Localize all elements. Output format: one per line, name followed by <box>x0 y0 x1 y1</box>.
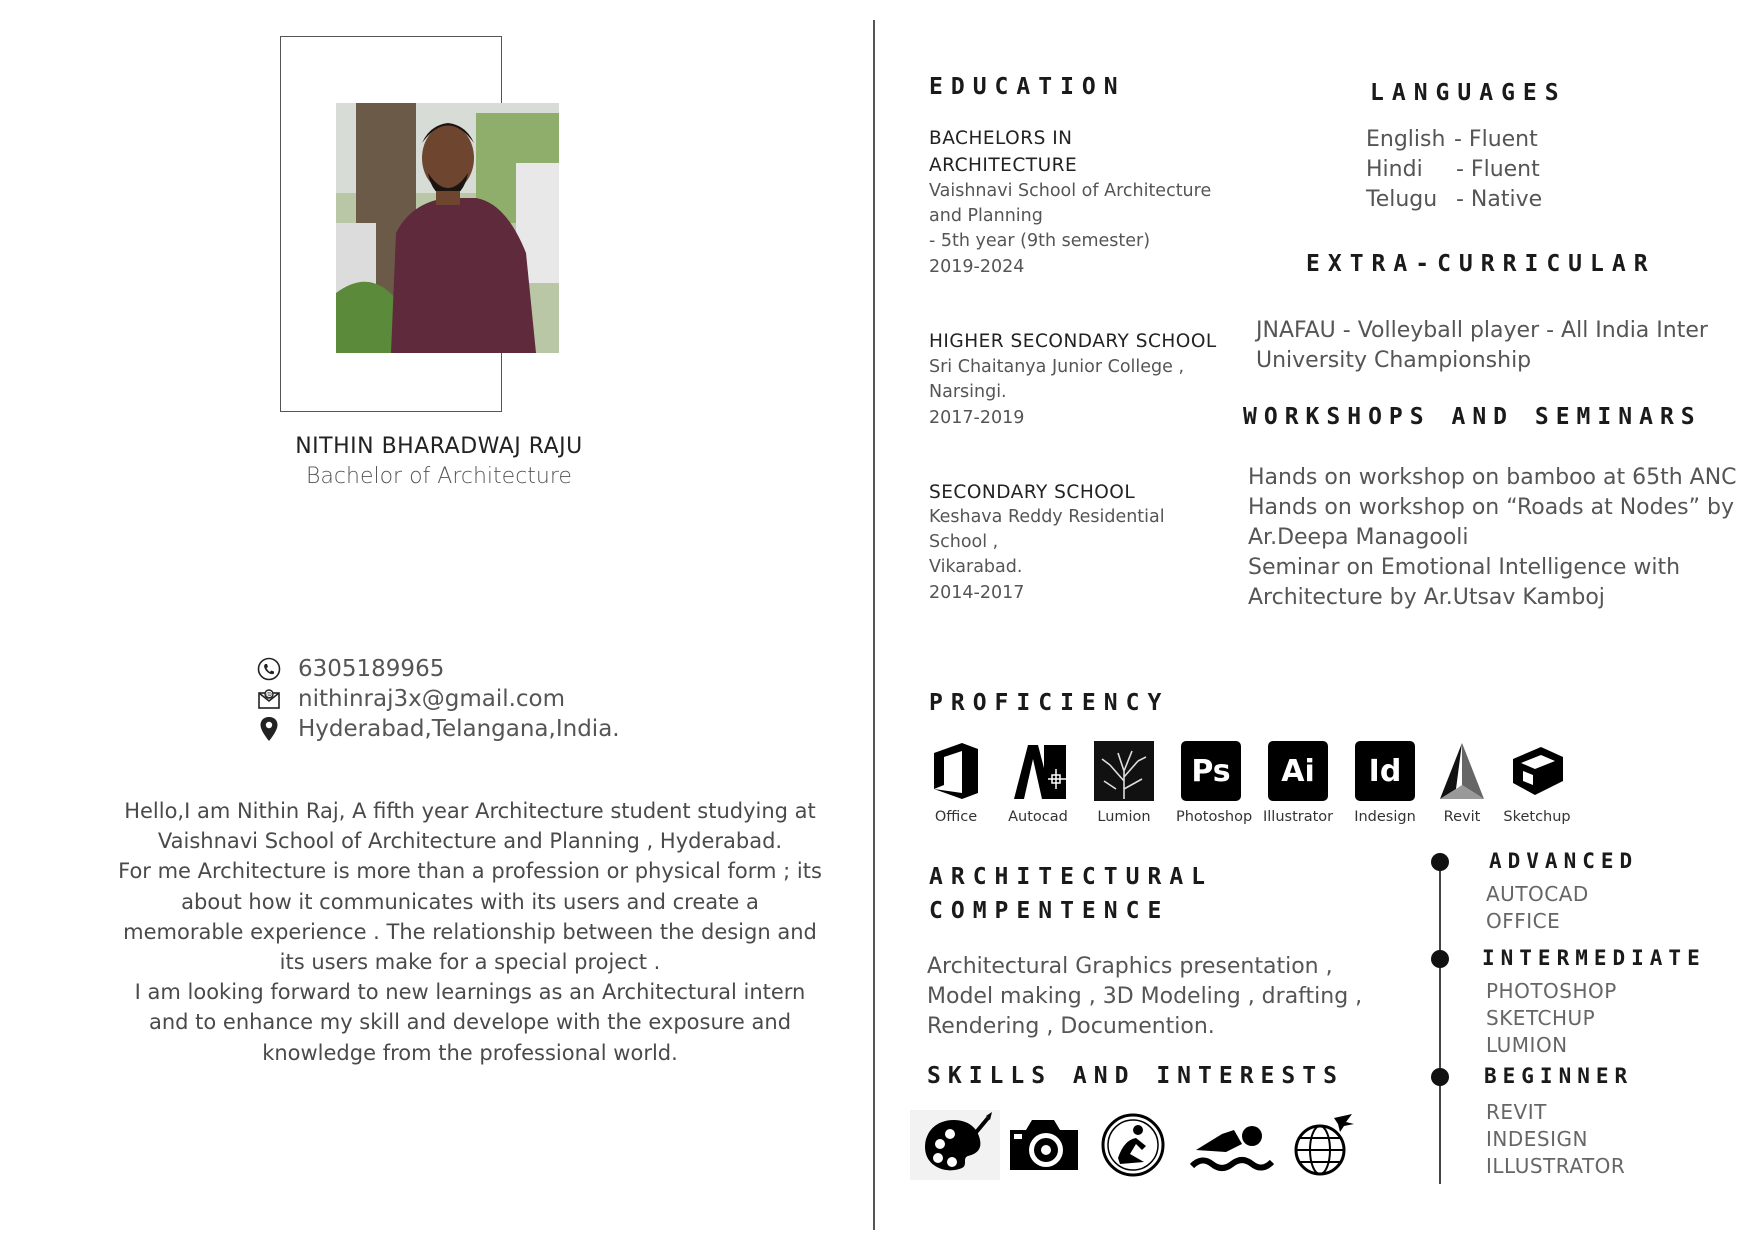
level-item: INDESIGN <box>1486 1127 1588 1151</box>
edu-1-line: - 5th year (9th semester) <box>929 231 1151 251</box>
edu-2-line: Sri Chaitanya Junior College , <box>929 357 1185 377</box>
software-office: Office <box>921 741 991 825</box>
edu-2-line: 2017-2019 <box>929 408 1025 428</box>
yoga-icon <box>1098 1110 1178 1180</box>
language-level: - Fluent <box>1454 127 1538 152</box>
illustrator-icon <box>1268 741 1328 801</box>
competence-line: Model making , 3D Modeling , drafting , <box>927 984 1363 1009</box>
camera-icon <box>1004 1110 1084 1180</box>
office-icon <box>926 741 986 801</box>
about-line: Hello,I am Nithin Raj, A fifth year Architecture student studying at <box>124 799 816 823</box>
language-level: - Native <box>1456 187 1543 212</box>
edu-2-title: HIGHER SECONDARY SCHOOL <box>929 331 1217 352</box>
extra-curricular-heading: EXTRA-CURRICULAR <box>1306 251 1656 277</box>
indesign-icon <box>1355 741 1415 801</box>
edu-1-title: ARCHITECTURE <box>929 155 1078 176</box>
about-line: Vaishnavi School of Architecture and Planning , Hyderabad. <box>157 829 783 854</box>
phone-icon <box>256 656 282 682</box>
software-autocad: Autocad <box>1003 741 1073 825</box>
page-divider <box>873 20 875 1230</box>
level-item: REVIT <box>1486 1100 1547 1124</box>
about-line: For me Architecture is more than a profession or physical form ; its <box>118 859 822 884</box>
competence-heading: ARCHITECTURAL <box>929 864 1214 890</box>
svg-text:Id: Id <box>1368 754 1402 789</box>
level-heading-beginner: BEGINNER <box>1484 1064 1634 1088</box>
svg-text:Ai: Ai <box>1281 754 1315 789</box>
software-lumion: Lumion <box>1089 741 1159 825</box>
photoshop-icon <box>1181 741 1241 801</box>
revit-icon <box>1432 741 1492 801</box>
extra-curricular-line: University Championship <box>1256 348 1532 373</box>
workshop-line: Seminar on Emotional Intelligence with <box>1248 555 1681 580</box>
lumion-icon <box>1094 741 1154 801</box>
competence-line: Rendering , Documention. <box>927 1014 1215 1039</box>
svg-text:Ps: Ps <box>1191 754 1231 789</box>
language-name: Telugu <box>1366 187 1438 212</box>
location-pin-icon <box>256 716 282 742</box>
software-illustrator: Ai Illustrator <box>1263 741 1333 825</box>
swimming-icon <box>1186 1110 1266 1180</box>
software-revit: Revit <box>1427 741 1497 825</box>
level-item: OFFICE <box>1486 909 1561 933</box>
about-line: memorable experience . The relationship between the design and <box>123 919 817 944</box>
painting-palette-icon <box>910 1110 990 1180</box>
competence-line: Architectural Graphics presentation , <box>927 954 1333 979</box>
competence-heading: COMPENTENCE <box>929 898 1170 924</box>
sketchup-icon <box>1507 741 1567 801</box>
location-text: Hyderabad,Telangana,India. <box>298 716 620 742</box>
edu-1-line: Vaishnavi School of Architecture <box>929 181 1212 201</box>
edu-2-line: Narsingi. <box>929 382 1007 402</box>
edu-3-title: SECONDARY SCHOOL <box>929 482 1136 503</box>
level-heading-intermediate: INTERMEDIATE <box>1482 946 1706 970</box>
about-paragraph <box>110 796 830 1068</box>
level-item: ILLUSTRATOR <box>1486 1154 1626 1178</box>
about-line: its users make for a special project . <box>279 950 661 975</box>
edu-3-line: Vikarabad. <box>929 557 1023 577</box>
skills-heading: SKILLS AND INTERESTS <box>927 1063 1344 1089</box>
edu-1-line: and Planning <box>929 206 1043 226</box>
edu-1-title: BACHELORS IN <box>929 128 1073 149</box>
svg-text:@: @ <box>266 691 272 699</box>
level-heading-advanced: ADVANCED <box>1489 849 1639 873</box>
software-indesign: Id Indesign <box>1350 741 1420 825</box>
level-item: LUMION <box>1486 1033 1568 1057</box>
software-sketchup: Sketchup <box>1502 741 1572 825</box>
workshop-line: Architecture by Ar.Utsav Kamboj <box>1248 585 1605 610</box>
about-line: about how it communicates with its users and create a <box>181 889 759 914</box>
proficiency-heading: PROFICIENCY <box>929 690 1170 716</box>
candidate-name: NITHIN BHARADWAJ RAJU <box>295 434 583 459</box>
contact-phone <box>256 656 444 682</box>
profile-photo <box>336 103 559 353</box>
level-item: AUTOCAD <box>1486 882 1589 906</box>
contact-email <box>256 686 565 712</box>
level-item: PHOTOSHOP <box>1486 979 1617 1003</box>
languages-heading: LANGUAGES <box>1370 80 1567 106</box>
level-item: SKETCHUP <box>1486 1006 1596 1030</box>
edu-1-line: 2019-2024 <box>929 257 1025 277</box>
extra-curricular-line: JNAFAU - Volleyball player - All India Inter <box>1256 318 1708 343</box>
about-line: and to enhance my skill and develope with the exposure and <box>148 1010 792 1035</box>
workshop-line: Hands on workshop on “Roads at Nodes” by <box>1248 495 1734 520</box>
education-heading: EDUCATION <box>929 74 1126 100</box>
skill-level-timeline <box>1439 862 1441 1184</box>
edu-3-line: Keshava Reddy Residential <box>929 507 1165 527</box>
workshop-line: Hands on workshop on bamboo at 65th ANC <box>1248 465 1737 490</box>
timeline-dot <box>1431 1068 1449 1086</box>
workshop-line: Ar.Deepa Managooli <box>1248 525 1469 550</box>
edu-3-line: 2014-2017 <box>929 583 1025 603</box>
contact-location <box>256 716 620 742</box>
phone-number: 6305189965 <box>298 656 445 682</box>
workshops-heading: WORKSHOPS AND SEMINARS <box>1243 404 1702 430</box>
software-photoshop: Ps Photoshop <box>1176 741 1246 825</box>
language-level: - Fluent <box>1456 157 1540 182</box>
timeline-dot <box>1431 950 1449 968</box>
edu-3-line: School , <box>929 532 999 552</box>
language-name: English <box>1366 127 1446 152</box>
email-icon <box>256 686 282 712</box>
about-line: I am looking forward to new learnings as an Architectural intern <box>134 980 806 1005</box>
autocad-icon <box>1008 741 1068 801</box>
candidate-degree: Bachelor of Architecture <box>306 464 572 489</box>
email-address: nithinraj3x@gmail.com <box>298 686 566 712</box>
about-line: knowledge from the professional world. <box>262 1040 678 1065</box>
timeline-dot <box>1431 853 1449 871</box>
travel-globe-icon <box>1288 1110 1368 1180</box>
language-name: Hindi <box>1366 157 1423 182</box>
